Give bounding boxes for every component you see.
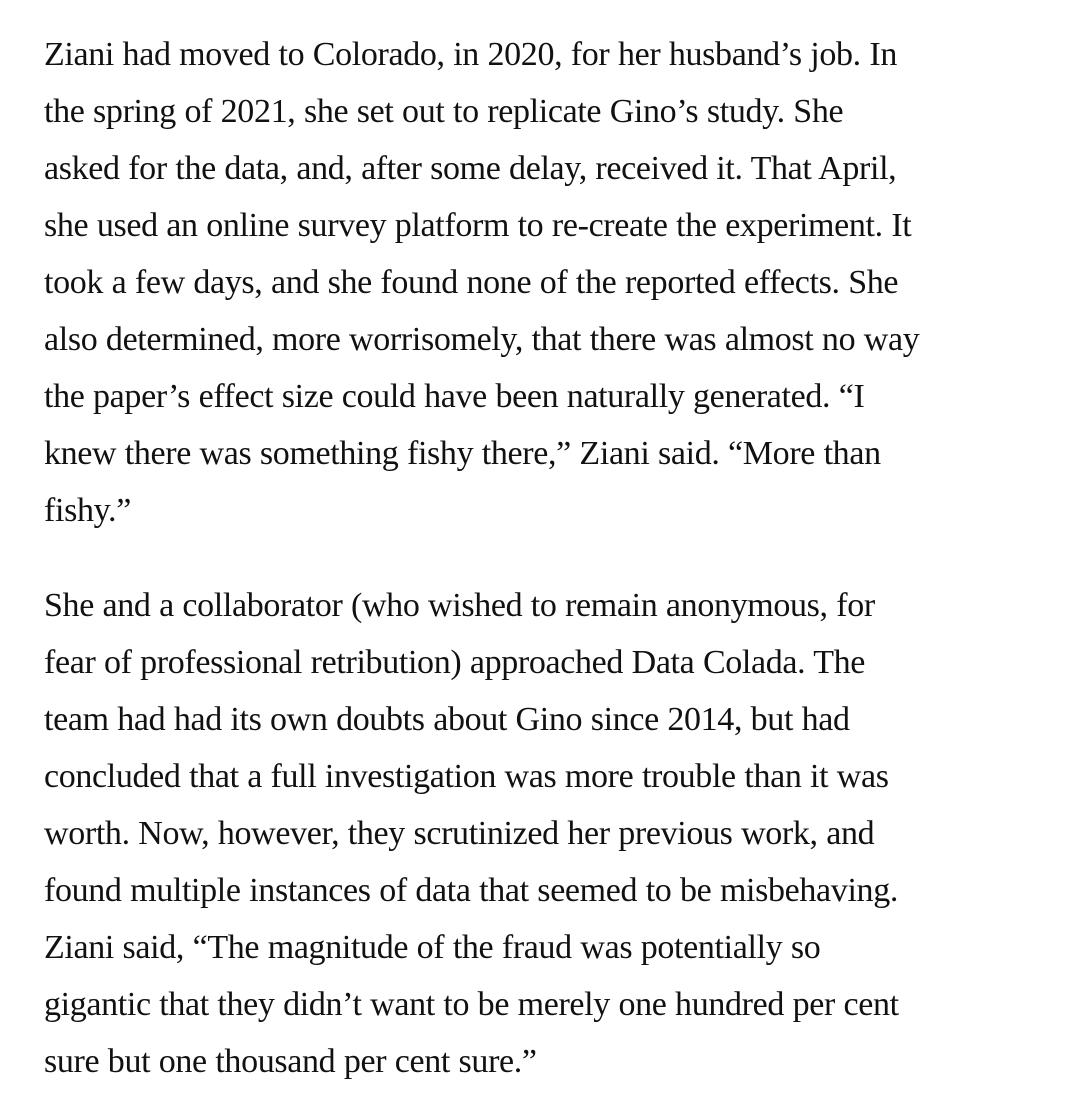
paragraph-line: sure but one thousand per cent sure.” <box>44 1043 537 1080</box>
paragraph-line: fear of professional retribution) approached Data Colada. The <box>44 644 866 681</box>
paragraph-line: also determined, more worrisomely, that there was almost no way <box>44 321 920 358</box>
paragraph-line: team had had its own doubts about Gino since 2014, but had <box>44 701 850 738</box>
paragraph-line: concluded that a full investigation was more trouble than it was <box>44 758 889 795</box>
paragraph-line: fishy.” <box>44 492 131 529</box>
paragraph-1 <box>44 26 1044 539</box>
paragraph-spacer <box>44 539 1044 577</box>
paragraph-line: the paper’s effect size could have been naturally generated. “I <box>44 378 865 415</box>
paragraph-line: she used an online survey platform to re-create the experiment. It <box>44 207 912 244</box>
paragraph-line: She and a collaborator (who wished to remain anonymous, for <box>44 587 875 624</box>
paragraph-line: asked for the data, and, after some delay, received it. That April, <box>44 150 897 187</box>
article-body <box>44 26 1044 1090</box>
paragraph-line: took a few days, and she found none of the reported effects. She <box>44 264 899 301</box>
paragraph-line: found multiple instances of data that seemed to be misbehaving. <box>44 872 898 909</box>
paragraph-2 <box>44 577 1044 1090</box>
paragraph-line: Ziani said, “The magnitude of the fraud was potentially so <box>44 929 821 966</box>
paragraph-line: worth. Now, however, they scrutinized her previous work, and <box>44 815 875 852</box>
paragraph-line: knew there was something fishy there,” Ziani said. “More than <box>44 435 881 472</box>
paragraph-line: Ziani had moved to Colorado, in 2020, for her husband’s job. In <box>44 36 897 73</box>
paragraph-line: the spring of 2021, she set out to replicate Gino’s study. She <box>44 93 844 130</box>
paragraph-line: gigantic that they didn’t want to be merely one hundred per cent <box>44 986 899 1023</box>
